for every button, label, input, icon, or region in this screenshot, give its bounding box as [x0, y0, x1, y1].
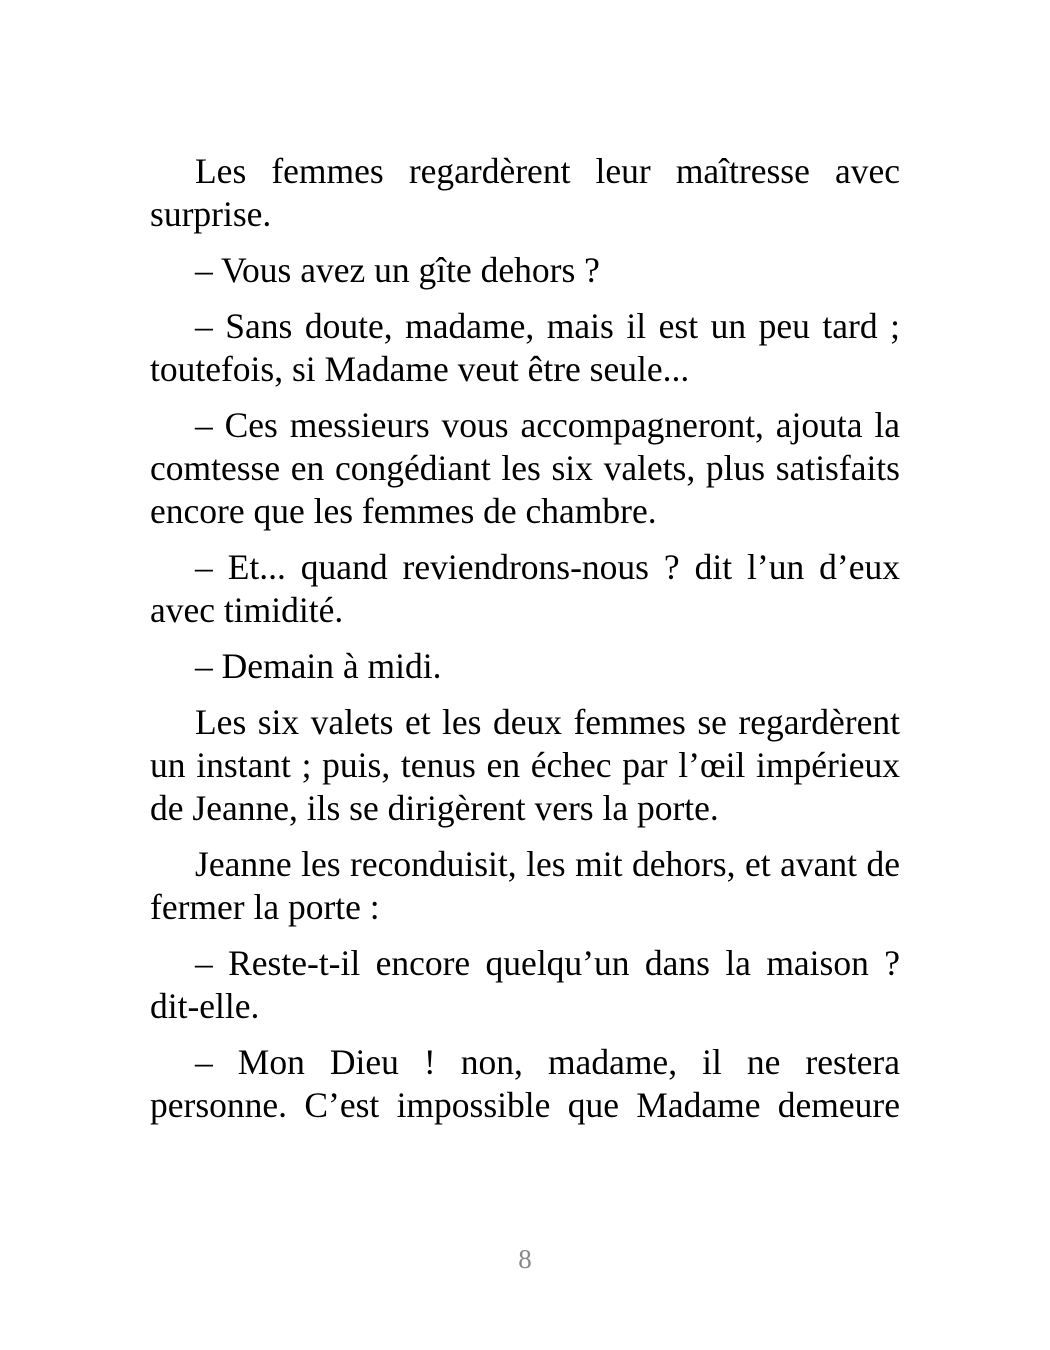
paragraph: – Reste-t-il encore quelqu’un dans la maison ? dit-elle. — [150, 943, 900, 1026]
paragraph: – Vous avez un gîte dehors ? — [195, 250, 600, 290]
paragraph: – Sans doute, madame, mais il est un peu tard ; toutefois, si Madame veut être seule... — [150, 306, 900, 389]
paragraph: Jeanne les reconduisit, les mit dehors, et avant de fermer la porte : — [150, 844, 900, 927]
page-body — [150, 150, 900, 1140]
paragraph: – Ces messieurs vous accompagneront, ajouta la comtesse en congédiant les six valets, plus satisfaits encore que les femmes de chambre. — [150, 405, 900, 531]
paragraph: – Et... quand reviendrons-nous ? dit l’un d’eux avec timidité. — [150, 547, 900, 630]
paragraph: – Mon Dieu ! non, madame, il ne restera personne. C’est impossible que Madame demeure — [150, 1042, 900, 1125]
paragraph: Les six valets et les deux femmes se regardèrent un instant ; puis, tenus en échec par l’œil impérieux de Jeanne, ils se dirigèrent vers la porte. — [150, 702, 900, 828]
paragraph: – Demain à midi. — [195, 646, 442, 686]
paragraph: Les femmes regardèrent leur maîtresse avec surprise. — [150, 151, 900, 234]
page-number: 8 — [518, 1244, 532, 1274]
